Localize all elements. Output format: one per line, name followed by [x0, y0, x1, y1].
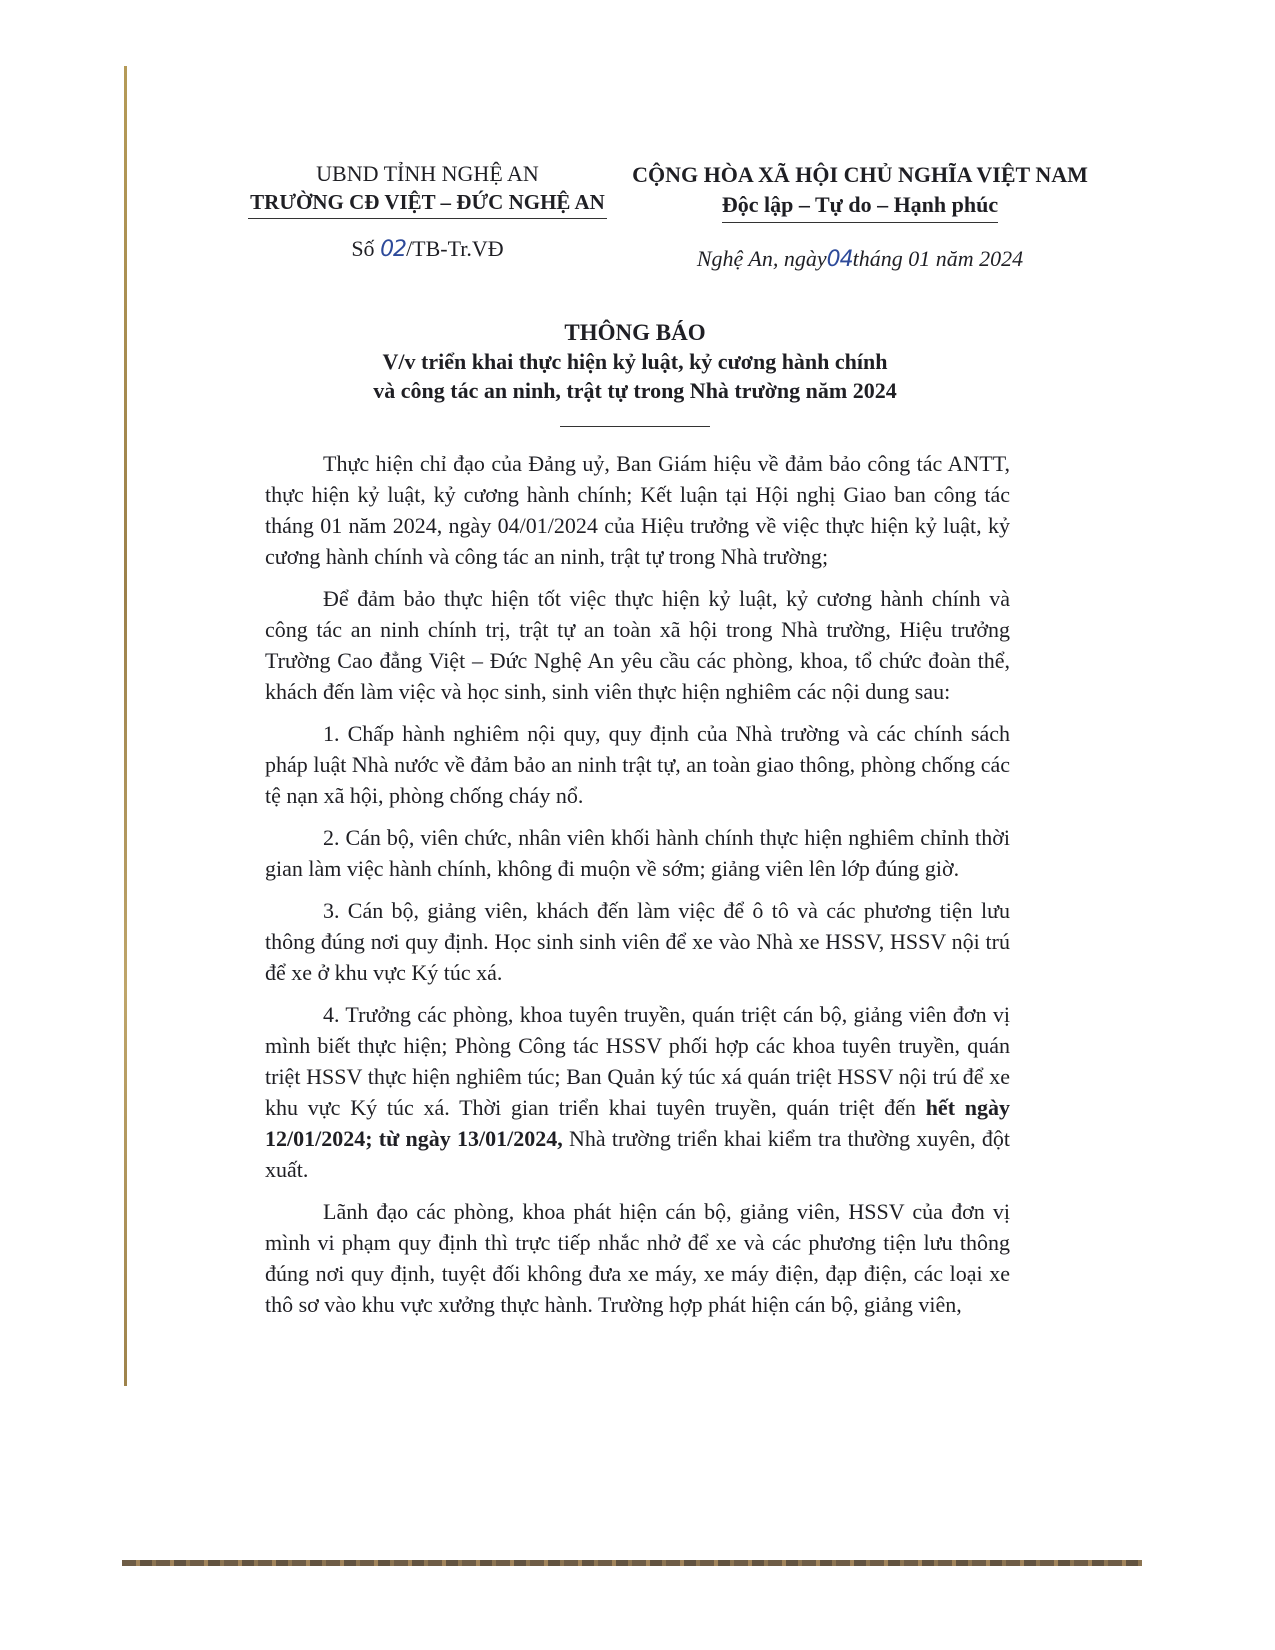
item-2: 2. Cán bộ, viên chức, nhân viên khối hành chính thực hiện nghiêm chỉnh thời gian làm việc hành chính, không đi muộn về sớm; giảng viên lên lớp đúng giờ. — [265, 825, 1010, 881]
number-prefix: Số — [351, 236, 375, 261]
issuer-header — [240, 160, 615, 219]
paragraph-purpose: Để đảm bảo thực hiện tốt việc thực hiện kỷ luật, kỷ cương hành chính và công tác an ninh chính trị, trật tự an toàn xã hội trong Nhà trường, Hiệu trưởng Trường Cao đẳng Việt – Đức Nghệ An yêu cầu các phòng, khoa, tổ chức đoàn thể, khách đến làm việc và học sinh, sinh viên thực hiện nghiêm các nội dung sau: — [265, 586, 1010, 704]
page-edge-left — [124, 66, 127, 1386]
paragraph-basis: Thực hiện chỉ đạo của Đảng uỷ, Ban Giám hiệu về đảm bảo công tác ANTT, thực hiện kỷ luật, kỷ cương hành chính; Kết luận tại Hội nghị Giao ban công tác tháng 01 năm 2024, ngày 04/01/2024 của Hiệu trưởng về việc thực hiện kỷ luật, kỷ cương hành chính và công tác an ninh, trật tự trong Nhà trường; — [265, 451, 1010, 569]
item-3: 3. Cán bộ, giảng viên, khách đến làm việc để ô tô và các phương tiện lưu thông đúng nơi quy định. Học sinh sinh viên để xe vào Nhà xe HSSV, HSSV nội trú để xe ở khu vực Ký túc xá. — [265, 898, 1010, 985]
title-subject-line1: V/v triển khai thực hiện kỷ luật, kỷ cương hành chính — [382, 349, 888, 374]
country-name: CỘNG HÒA XÃ HỘI CHỦ NGHĨA VIỆT NAM — [632, 162, 1088, 187]
item-4-text-b: Nhà trường triển khai kiểm tra thường xuyên, đột xuất. — [265, 1126, 1011, 1182]
document-number — [240, 236, 615, 262]
number-suffix: /TB-Tr.VĐ — [406, 236, 504, 261]
paragraph-enforcement: Lãnh đạo các phòng, khoa phát hiện cán bộ, giảng viên, HSSV của đơn vị mình vi phạm quy định thì trực tiếp nhắc nhở để xe và các phương tiện lưu thông đúng nơi quy định, tuyệt đối không đưa xe máy, xe máy điện, đạp điện, các loại xe thô sơ vào khu vực xưởng thực hành. Trường hợp phát hiện cán bộ, giảng viên, — [265, 1199, 1010, 1317]
date-day-handwritten: 04 — [826, 247, 853, 272]
national-motto: Độc lập – Tự do – Hạnh phúc — [722, 190, 998, 223]
title-subject-line2: và công tác an ninh, trật tự trong Nhà trường năm 2024 — [373, 378, 897, 403]
school-name-text: TRƯỜNG CĐ VIỆT – ĐỨC NGHỆ AN — [248, 188, 607, 219]
item-4-deadline: hết ngày 12/01/2024; từ ngày 13/01/2024, — [265, 1095, 1011, 1151]
number-handwritten: 02 — [380, 237, 407, 262]
issue-date — [610, 246, 1110, 272]
document-body — [265, 448, 1010, 1320]
item-4-text-a: 4. Trưởng các phòng, khoa tuyên truyền, quán triệt cán bộ, giảng viên đơn vị mình biết thực hiện; Phòng Công tác HSSV phối hợp các khoa tuyên truyền, quán triệt HSSV thực hiện nghiêm túc; Ban Quản ký túc xá quán triệt HSSV nội trú để xe khu vực Ký túc xá. Thời gian triển khai tuyên truyền, quán triệt đến — [265, 1002, 1010, 1120]
item-1: 1. Chấp hành nghiêm nội quy, quy định của Nhà trường và các chính sách pháp luật Nhà nước về đảm bảo an ninh trật tự, an toàn giao thông, phòng chống các tệ nạn xã hội, phòng chống cháy nổ. — [265, 721, 1010, 808]
agency-name: UBND TỈNH NGHỆ AN — [316, 161, 539, 186]
page-edge-bottom — [122, 1560, 1142, 1566]
title-underline — [560, 426, 710, 427]
document-title — [130, 318, 1140, 434]
title-main: THÔNG BÁO — [564, 320, 706, 345]
title-underline-wrap — [130, 405, 1140, 434]
date-suffix: tháng 01 năm 2024 — [852, 246, 1024, 271]
date-prefix: Nghệ An, ngày — [696, 246, 827, 271]
national-motto-wrap — [610, 190, 1110, 223]
school-name — [240, 188, 615, 219]
national-header — [610, 160, 1110, 223]
item-4 — [265, 999, 1010, 1185]
